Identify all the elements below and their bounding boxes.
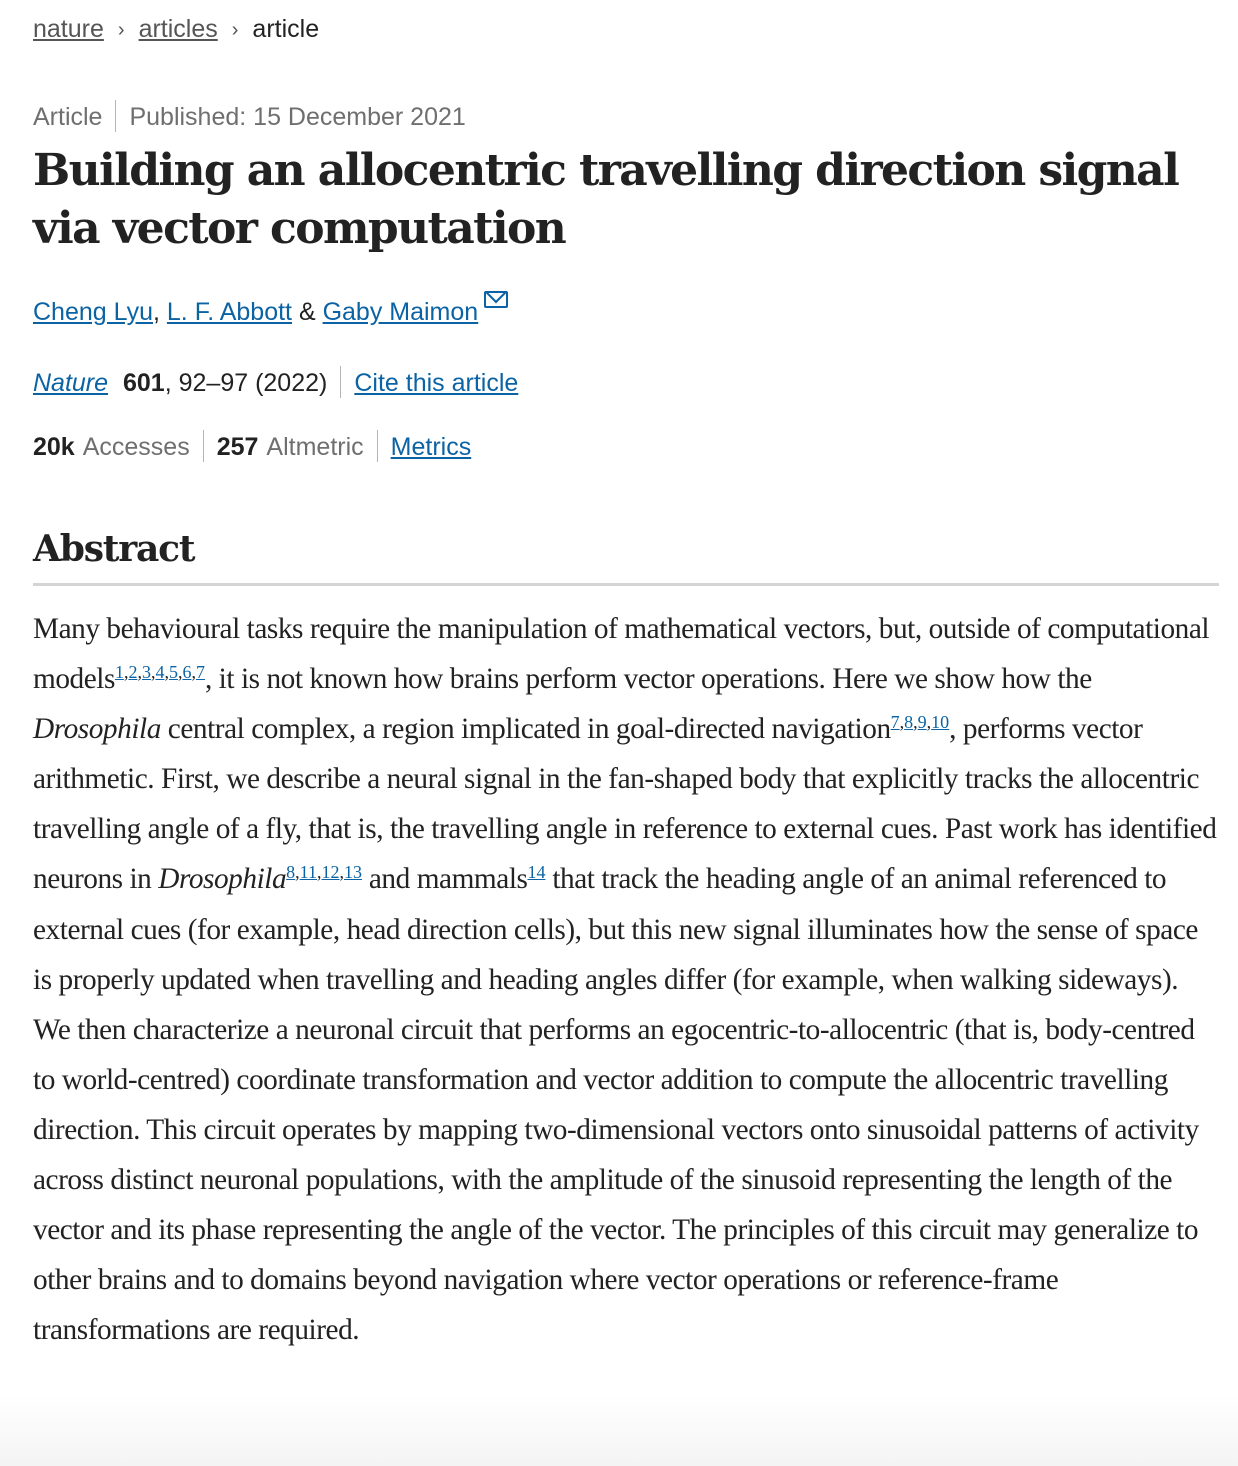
divider <box>115 100 116 132</box>
cite-article-link[interactable]: Cite this article <box>354 369 519 397</box>
reference-link[interactable]: 11 <box>299 862 317 883</box>
accesses-label: Accesses <box>82 433 190 461</box>
reference-link[interactable]: 3 <box>141 662 151 683</box>
author-list <box>33 296 508 328</box>
reference-link[interactable]: 9 <box>917 712 927 733</box>
author-separator: , <box>153 298 167 326</box>
article-type: Article <box>33 103 103 131</box>
breadcrumb-current: article <box>252 15 320 43</box>
metrics-link[interactable]: Metrics <box>390 433 472 461</box>
breadcrumb-link-articles[interactable]: articles <box>138 15 218 43</box>
article-meta <box>33 101 466 134</box>
reference-link[interactable]: 5 <box>168 662 178 683</box>
reference-group: 8,11,12,13 <box>286 862 362 883</box>
section-divider <box>33 583 1219 586</box>
reference-link[interactable]: 13 <box>344 862 362 883</box>
breadcrumb-separator: › <box>117 19 125 41</box>
reference-group: 1,2,3,4,5,6,7 <box>114 662 205 683</box>
author-link-l-f-abbott[interactable]: L. F. Abbott <box>166 298 292 326</box>
abstract-text-segment: central complex, a region implicated in goal-directed navigation <box>160 713 891 746</box>
reference-link[interactable]: 6 <box>182 662 192 683</box>
citation-line <box>33 367 518 400</box>
article-title: Building an allocentric travelling direction signal via vector computation <box>33 145 1179 254</box>
abstract-heading: Abstract <box>33 528 195 570</box>
species-name: Drosophila <box>33 713 161 746</box>
abstract-text-segment: , it is not known how brains perform vector operations. Here we show how the <box>204 663 1092 696</box>
author-link-cheng-lyu[interactable]: Cheng Lyu <box>33 298 153 326</box>
breadcrumb <box>33 13 319 47</box>
reference-link[interactable]: 7 <box>890 712 900 733</box>
abstract-text <box>33 604 1219 1355</box>
reference-link[interactable]: 14 <box>527 862 546 883</box>
published-date: Published: 15 December 2021 <box>129 103 466 131</box>
accesses-count: 20k <box>33 433 75 461</box>
divider <box>340 366 341 398</box>
species-name: Drosophila <box>158 863 287 896</box>
reference-link[interactable]: 8 <box>904 712 914 733</box>
volume-number: 601 <box>123 369 165 397</box>
reference-link[interactable]: 1 <box>114 662 124 683</box>
reference-link[interactable]: 10 <box>931 712 950 733</box>
journal-link[interactable]: Nature <box>33 369 109 397</box>
bottom-fade-overlay <box>0 1396 1238 1466</box>
author-link-gaby-maimon[interactable]: Gaby Maimon <box>322 298 479 326</box>
mail-icon[interactable] <box>484 291 508 308</box>
reference-group <box>527 862 545 882</box>
breadcrumb-separator: › <box>231 19 239 41</box>
abstract-text-segment: and mammals <box>362 863 528 896</box>
divider <box>377 430 378 462</box>
metrics-bar <box>33 431 471 464</box>
altmetric-score: 257 <box>216 433 259 461</box>
abstract-text-segment: , performs vector arithmetic. First, we describe a neural signal in the fan-shaped body that explicitly tracks the allocentric travelling angle of a fly, that is, the travelling angle in reference to external cues. Past work has identified neurons in <box>33 713 1217 896</box>
breadcrumb-link-nature[interactable]: nature <box>33 15 104 43</box>
author-separator: & <box>292 298 323 326</box>
reference-link[interactable]: 12 <box>321 862 340 883</box>
reference-link[interactable]: 8 <box>286 862 296 883</box>
divider <box>203 430 204 462</box>
reference-group: 7,8,9,10 <box>890 712 950 733</box>
abstract-text-segment: that track the heading angle of an animal referenced to external cues (for example, head direction cells), but this new signal illuminates how the sense of space is properly updated when travelling and heading angles differ (for example, when walking sideways). We then characterize a neuronal circuit that performs an egocentric-to-allocentric (that is, body-centred to world-centred) coordinate transformation and vector addition to compute the allocentric travelling direction. This circuit operates by mapping two-dimensional vectors onto sinusoidal patterns of activity across distinct neuronal populations, with the amplitude of the sinusoid representing the length of the vector and its phase representing the angle of the vector. The principles of this circuit may generalize to other brains and to domains beyond navigation where vector operations or reference-frame transformations are required. <box>33 863 1199 1347</box>
altmetric-label: Altmetric <box>266 433 364 461</box>
abstract-text-segment: Many behavioural tasks require the manipulation of mathematical vectors, but, outside of computational models <box>33 613 1210 696</box>
reference-link[interactable]: 4 <box>155 662 165 683</box>
citation-pages-year: , 92–97 (2022) <box>164 369 328 397</box>
reference-link[interactable]: 2 <box>128 662 138 683</box>
reference-link[interactable]: 7 <box>195 662 205 683</box>
